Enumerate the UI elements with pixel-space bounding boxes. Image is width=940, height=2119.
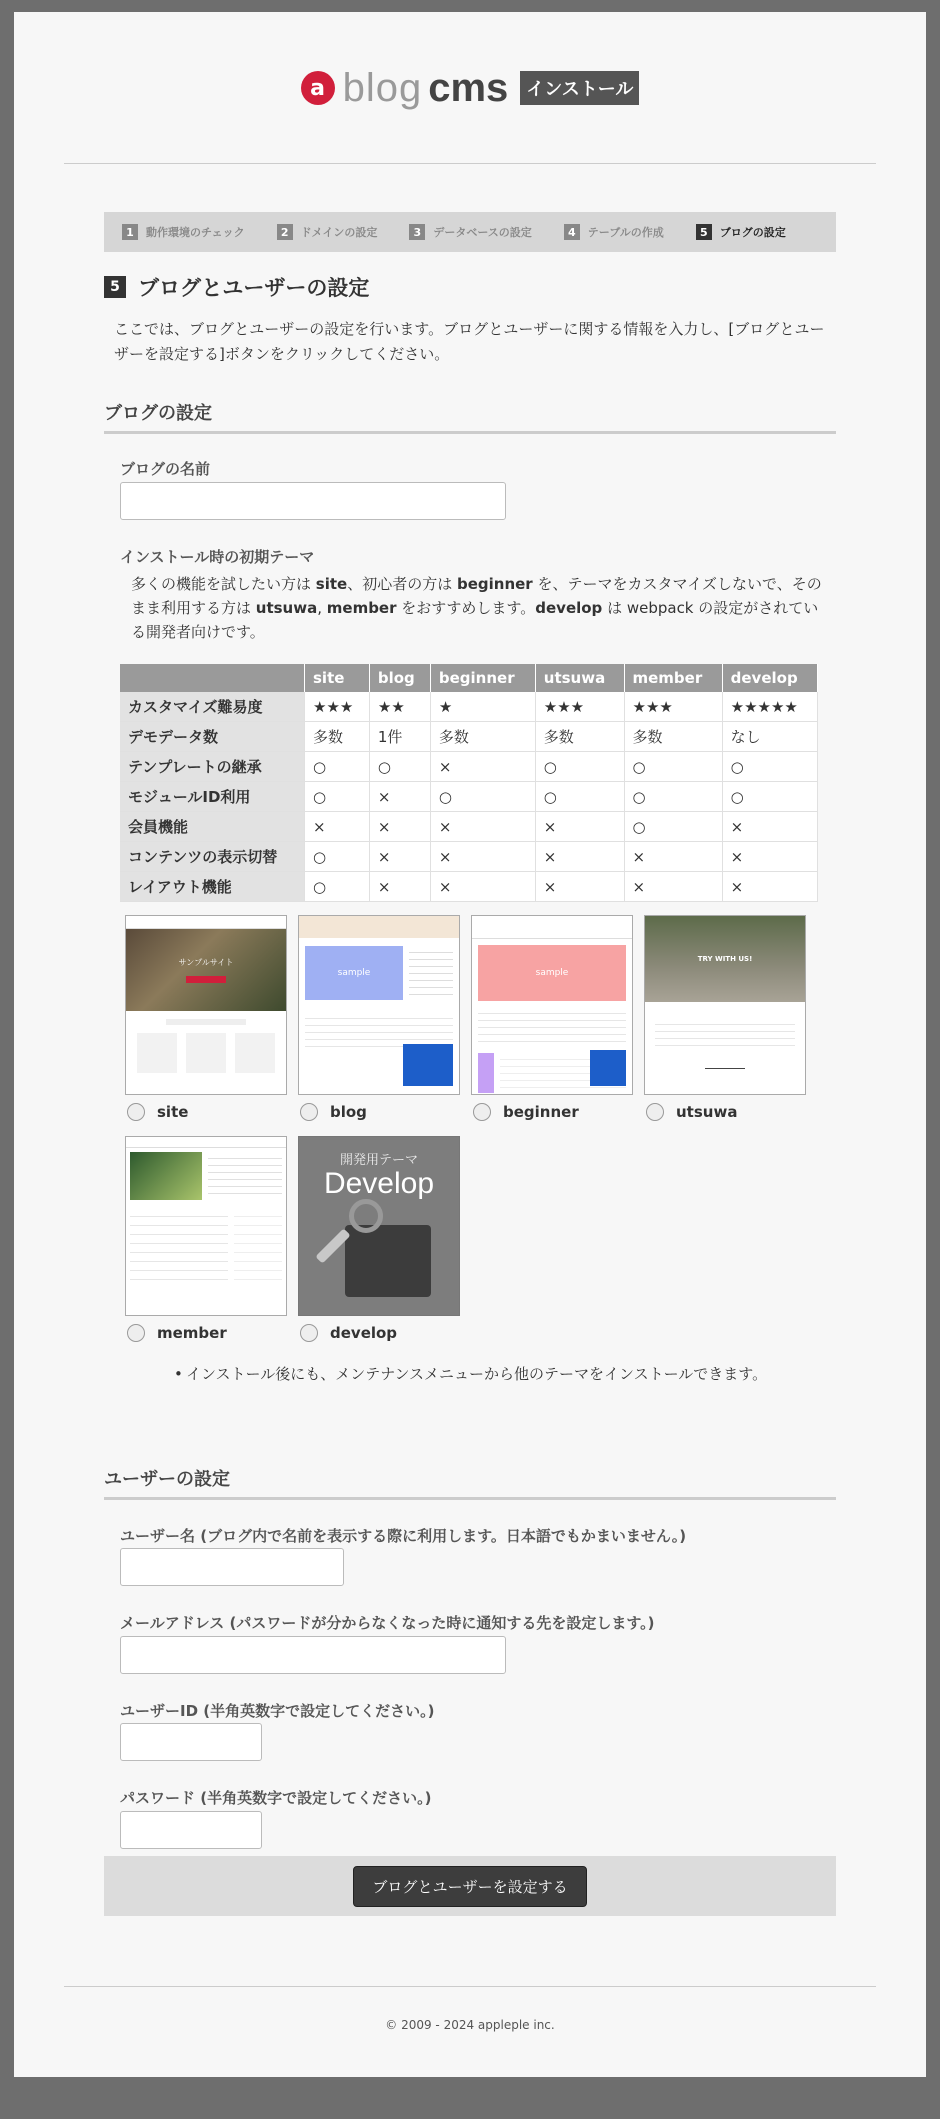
step-number-badge: 5 bbox=[104, 276, 126, 298]
table-row: レイアウト機能 ○ × × × × × bbox=[120, 872, 818, 902]
table-row: コンテンツの表示切替 ○ × × × × × bbox=[120, 842, 818, 872]
theme-note: • インストール後にも、メンテナンスメニューから他のテーマをインストールできます。 bbox=[174, 1365, 768, 1383]
page-title bbox=[104, 272, 369, 302]
table-row: モジュールID利用 ○ × ○ ○ ○ ○ bbox=[120, 782, 818, 812]
theme-member[interactable]: member bbox=[125, 1136, 287, 1342]
username-label: ユーザー名 (ブログ内で名前を表示する際に利用します。日本語でもかまいません。) bbox=[120, 1527, 687, 1545]
page-title-text: ブログとユーザーの設定 bbox=[138, 276, 370, 300]
logo-blog-text: blog bbox=[342, 66, 423, 110]
table-row: デモデータ数 多数 1件 多数 多数 多数 なし bbox=[120, 722, 818, 752]
logo-mark-icon: a bbox=[301, 71, 335, 105]
footer-copyright: © 2009 - 2024 appleple inc. bbox=[385, 2018, 555, 2032]
folder-icon bbox=[345, 1225, 431, 1297]
table-row: テンプレートの継承 ○ ○ × ○ ○ ○ bbox=[120, 752, 818, 782]
password-label: パスワード (半角英数字で設定してください。) bbox=[120, 1789, 432, 1807]
theme-comparison-table bbox=[120, 664, 818, 902]
blog-settings-heading: ブログの設定 bbox=[104, 399, 836, 434]
theme-member-preview[interactable] bbox=[125, 1136, 287, 1316]
step-4: 4 テーブルの作成 bbox=[564, 224, 664, 240]
blog-name-input[interactable] bbox=[120, 482, 506, 520]
blog-name-label: ブログの名前 bbox=[120, 460, 211, 478]
email-label: メールアドレス (パスワードが分からなくなった時に通知する先を設定します。) bbox=[120, 1614, 655, 1632]
intro-text: ここでは、ブログとユーザーの設定を行います。ブログとユーザーに関する情報を入力し、[ブログとユーザーを設定する]ボタンをクリックしてください。 bbox=[114, 320, 825, 363]
table-row: 会員機能 × × × × ○ × bbox=[120, 812, 818, 842]
logo bbox=[301, 68, 640, 108]
theme-blog-preview[interactable]: sample bbox=[298, 915, 460, 1095]
initial-theme-label: インストール時の初期テーマ bbox=[120, 548, 315, 566]
step-2: 2 ドメインの設定 bbox=[277, 224, 378, 240]
install-page bbox=[14, 12, 926, 2077]
userid-input[interactable] bbox=[120, 1723, 262, 1761]
theme-develop-radio[interactable] bbox=[300, 1324, 318, 1342]
step-3: 3 データベースの設定 bbox=[409, 224, 531, 240]
theme-blog-radio[interactable] bbox=[300, 1103, 318, 1121]
email-input[interactable] bbox=[120, 1636, 506, 1674]
logo-cms-text: cms bbox=[428, 66, 509, 110]
username-input[interactable] bbox=[120, 1548, 344, 1586]
userid-label: ユーザーID (半角英数字で設定してください。) bbox=[120, 1702, 435, 1720]
gear-icon bbox=[349, 1199, 383, 1233]
submit-bar bbox=[104, 1856, 836, 1916]
submit-button[interactable]: ブログとユーザーを設定する bbox=[353, 1866, 586, 1907]
theme-beginner-preview[interactable]: sample bbox=[471, 915, 633, 1095]
divider bbox=[64, 163, 876, 164]
footer-divider bbox=[64, 1986, 876, 1987]
theme-utsuwa-preview[interactable]: TRY WITH US! bbox=[644, 915, 806, 1095]
user-settings-heading: ユーザーの設定 bbox=[104, 1465, 836, 1500]
table-row: カスタマイズ難易度 ★★★ ★★ ★ ★★★ ★★★ ★★★★★ bbox=[120, 692, 818, 722]
theme-site-preview[interactable]: サンプルサイト bbox=[125, 915, 287, 1095]
install-badge: インストール bbox=[520, 71, 639, 105]
step-progress bbox=[104, 212, 836, 252]
theme-description: 多くの機能を試したい方は site、初心者の方は beginner を、テーマをカスタマイズしないで、そのまま利用する方は utsuwa, member をおすすめします。develop は webpack の設定がされている開発者向けです。 bbox=[131, 575, 822, 641]
theme-develop-preview[interactable]: 開発用テーマ Develop bbox=[298, 1136, 460, 1316]
theme-member-radio[interactable] bbox=[127, 1324, 145, 1342]
theme-utsuwa[interactable]: TRY WITH US! utsuwa bbox=[644, 915, 806, 1121]
header bbox=[14, 68, 926, 108]
table-header-row: site blog beginner utsuwa member develop bbox=[120, 664, 818, 692]
theme-blog[interactable]: sample blog bbox=[298, 915, 460, 1121]
password-input[interactable] bbox=[120, 1811, 262, 1849]
theme-develop[interactable]: 開発用テーマ Develop develop bbox=[298, 1136, 460, 1342]
theme-beginner-radio[interactable] bbox=[473, 1103, 491, 1121]
theme-site-radio[interactable] bbox=[127, 1103, 145, 1121]
theme-utsuwa-radio[interactable] bbox=[646, 1103, 664, 1121]
theme-beginner[interactable]: sample beginner bbox=[471, 915, 633, 1121]
theme-site[interactable]: サンプルサイト site bbox=[125, 915, 287, 1121]
step-1: 1 動作環境のチェック bbox=[122, 224, 245, 240]
step-5-current: 5 ブログの設定 bbox=[696, 224, 786, 240]
